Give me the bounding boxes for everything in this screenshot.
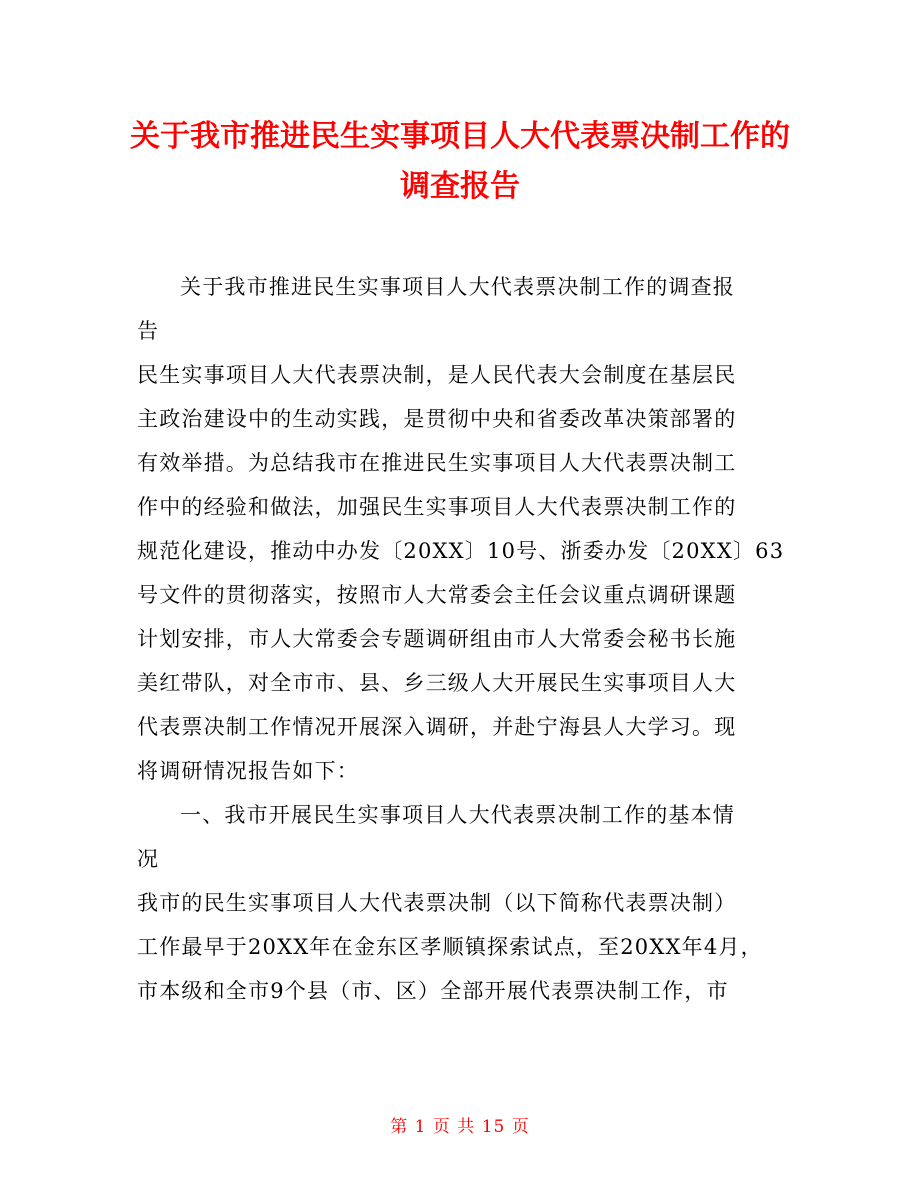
body-line: 作中的经验和做法，加强民生实事项目人大代表票决制工作的 [137,495,737,519]
section-heading-line: 况 [137,847,160,871]
document-title: 关于我市推进民生实事项目人大代表票决制工作的调查报告 [130,119,790,204]
body-line: 号文件的贯彻落实，按照市人大常委会主任会议重点调研课题 [137,583,737,607]
body-line: 关于我市推进民生实事项目人大代表票决制工作的调查报 [180,275,735,299]
body-line: 告 [137,319,160,343]
section-heading-line: 一、我市开展民生实事项目人大代表票决制工作的基本情 [180,803,735,827]
body-line: 工作最早于20XX年在金东区孝顺镇探索试点，至20XX年4月， [137,935,763,959]
page-number-footer: 第 1 页 共 15 页 [390,1117,530,1137]
body-line: 有效举措。为总结我市在推进民生实事项目人大代表票决制工 [137,451,737,475]
body-line: 我市的民生实事项目人大代表票决制（以下简称代表票决制） [137,891,737,915]
body-line: 规范化建设，推动中办发〔20XX〕10号、浙委办发〔20XX〕63 [137,539,785,563]
body-line: 主政治建设中的生动实践，是贯彻中央和省委改革决策部署的 [137,407,737,431]
body-line: 市本级和全市9个县（市、区）全部开展代表票决制工作，市 [137,979,729,1003]
body-line: 民生实事项目人大代表票决制，是人民代表大会制度在基层民 [137,363,737,387]
body-line: 将调研情况报告如下： [137,759,359,783]
body-line: 计划安排，市人大常委会专题调研组由市人大常委会秘书长施 [137,627,737,651]
body-line: 美红带队，对全市市、县、乡三级人大开展民生实事项目人大 [137,671,737,695]
body-line: 代表票决制工作情况开展深入调研，并赴宁海县人大学习。现 [137,715,737,739]
